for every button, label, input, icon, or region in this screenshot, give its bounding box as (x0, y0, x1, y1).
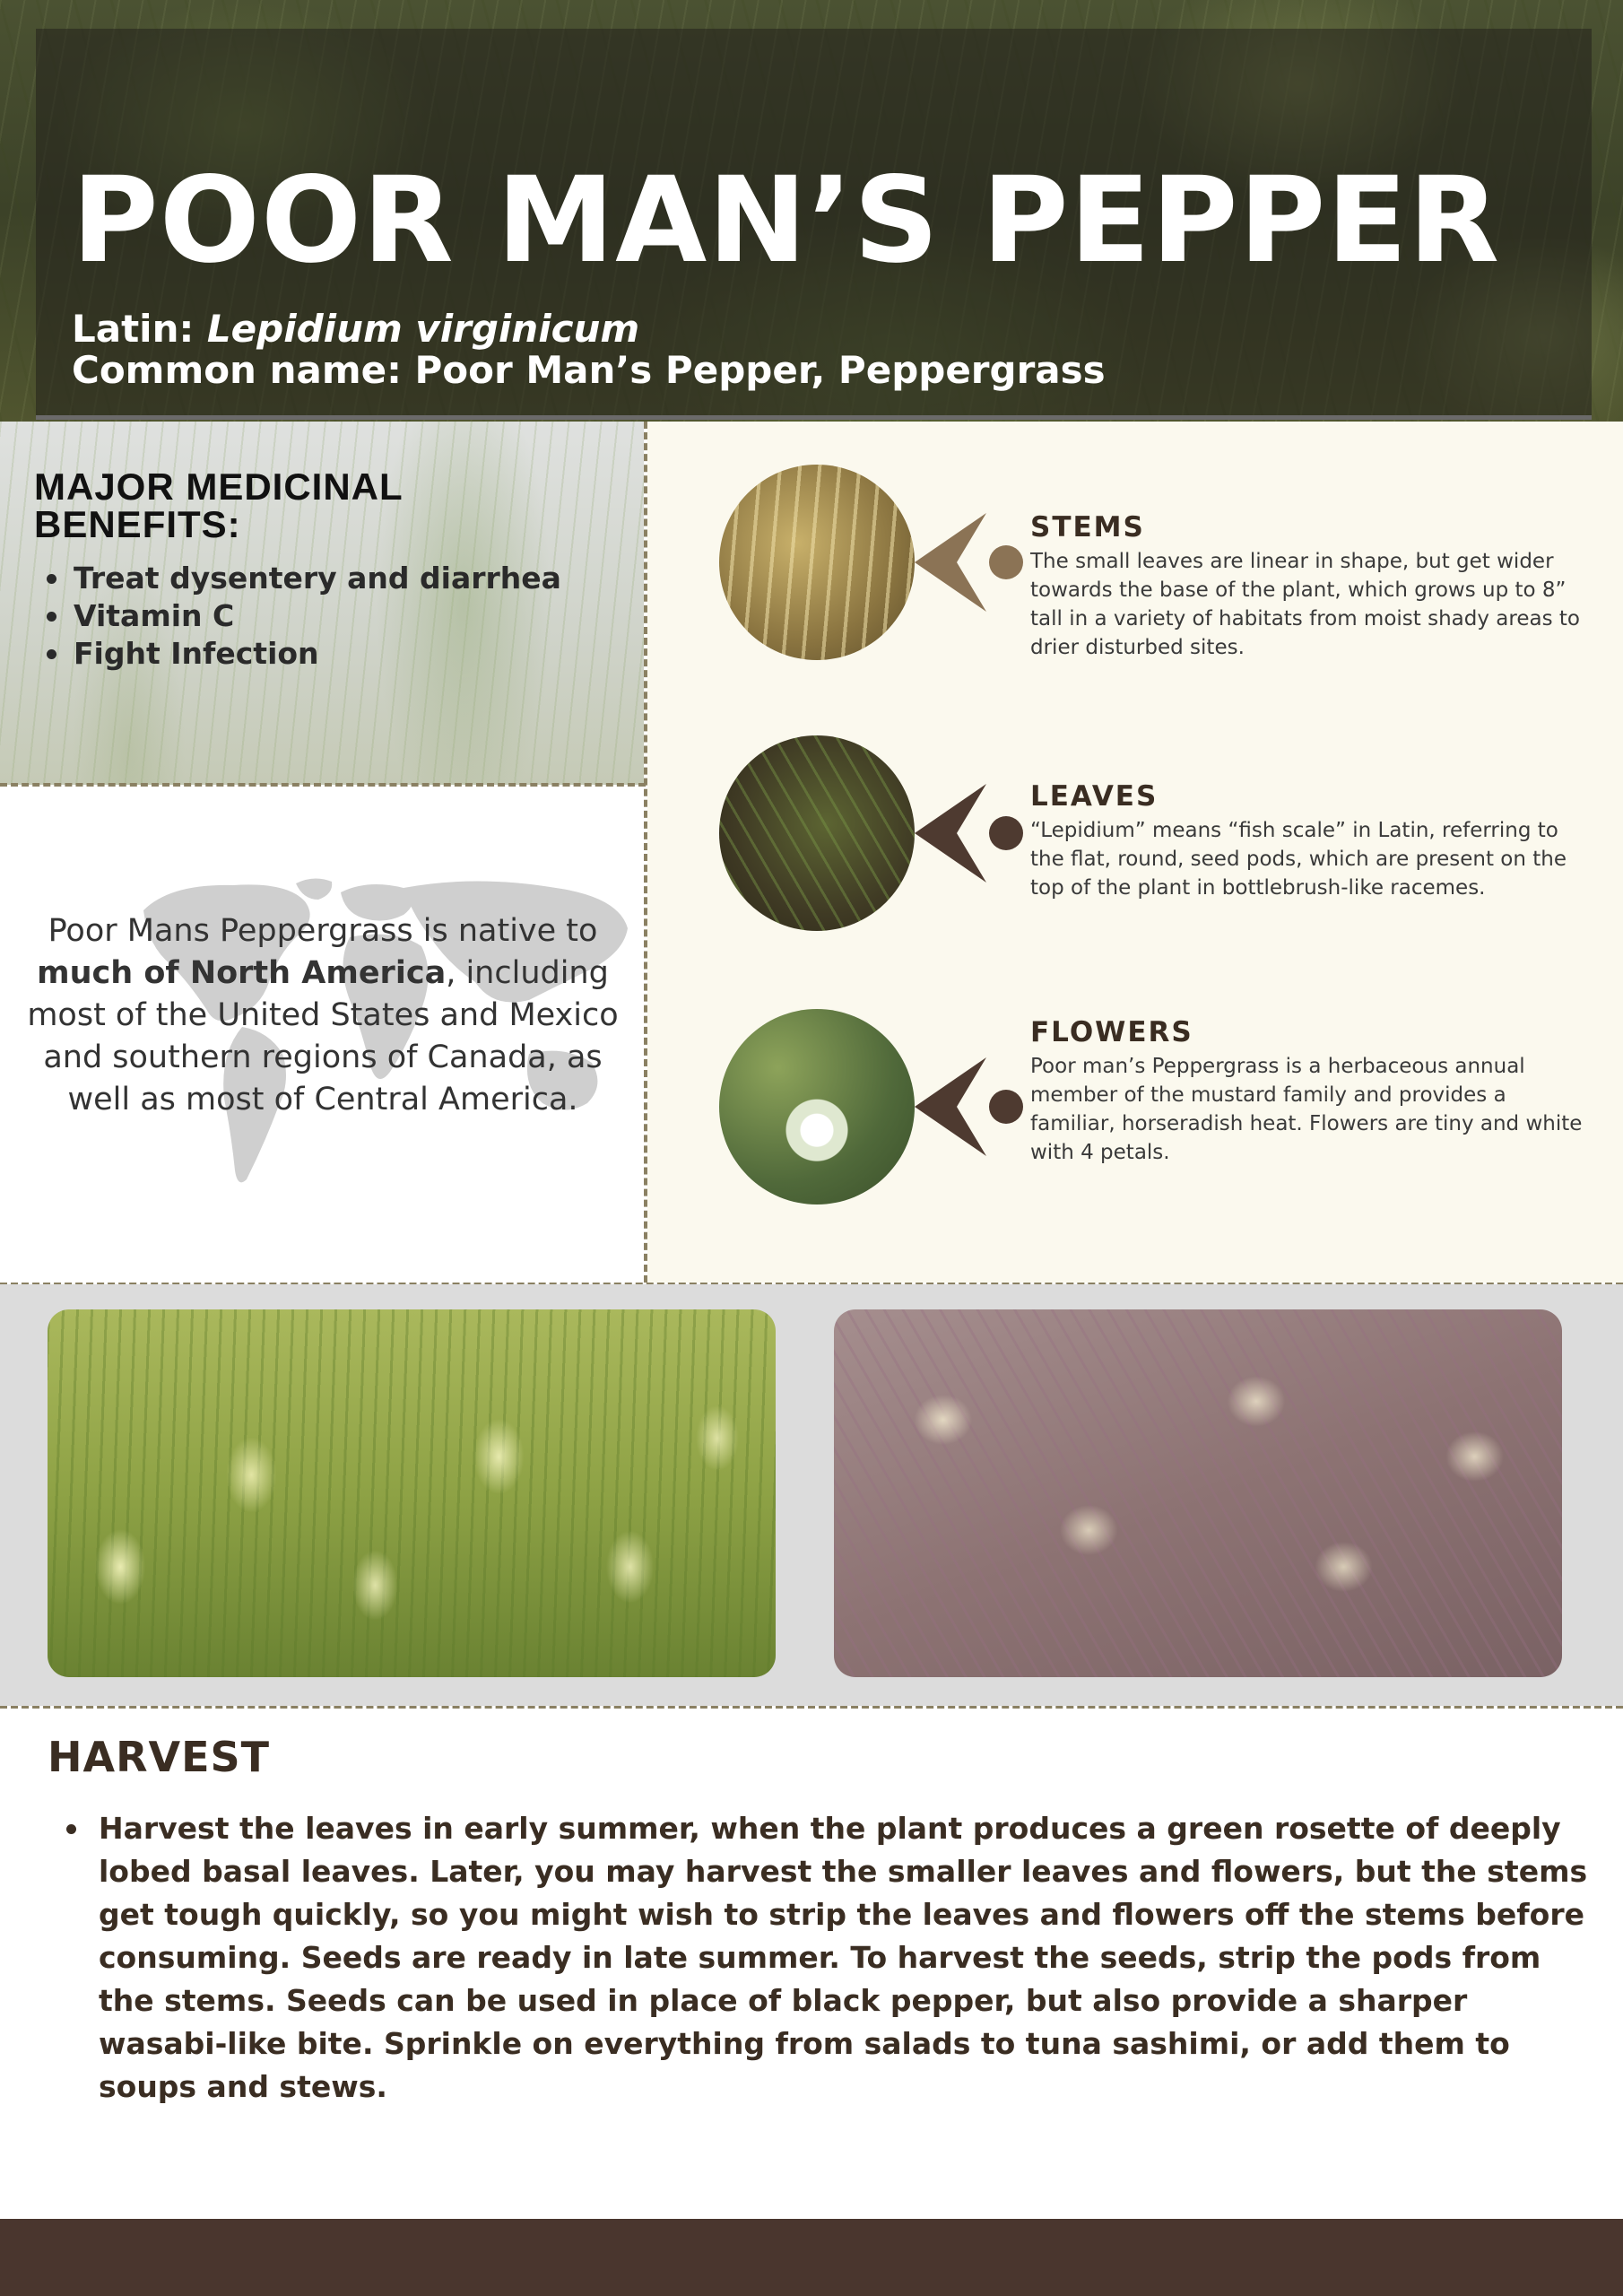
header-banner (0, 0, 1623, 422)
benefits-list (36, 560, 561, 673)
native-text-pre: Poor Mans Peppergrass is native to (48, 913, 598, 949)
latin-name: Lepidium virginicum (206, 307, 640, 351)
horizontal-divider (0, 783, 646, 787)
part-body: The small leaves are linear in shape, but get wider towards the base of the plant, which grows up to 8” tall in a variety of habitats from moist shady areas to drier disturbed sites. (1030, 550, 1580, 659)
footer-bar (0, 2219, 1623, 2296)
latin-name-line (72, 307, 639, 351)
flowers-photo (719, 1009, 915, 1205)
photo-strip (0, 1284, 1623, 1706)
flowering-plant-photo (48, 1309, 776, 1677)
part-heading: STEMS (1030, 511, 1145, 544)
benefits-title: MAJOR MEDICINAL BENEFITS: (34, 465, 403, 545)
harvest-item: Harvest the leaves in early summer, when the plant produces a green rosette of deeply lobed basal leaves. Later, you may harvest the smaller leaves and flowers, but the stems get tough quickly, so you might wish to strip the leaves and flowers off the stems before consuming. Seeds are ready in late summer. To harvest the seeds, strip the pods from the stems. Seeds can be used in place of black pepper, but also provide a sharper wasabi-like bite. Sprinkle on everything from salads to tuna sashimi, or add them to soups and stews. (65, 1807, 1589, 2109)
vertical-divider (644, 422, 647, 1283)
native-range-section (0, 785, 644, 1283)
latin-label: Latin: (72, 307, 207, 351)
arrow-pointer-icon (907, 784, 1028, 883)
leaves-photo (719, 735, 915, 931)
native-text-post: , including most of the United States and Mexico and southern regions of Canada, as well as most of Central America. (27, 955, 619, 1118)
harvest-title: HARVEST (48, 1733, 271, 1781)
seed-pods-photo (834, 1309, 1562, 1677)
part-body: Poor man’s Peppergrass is a herbaceous annual member of the mustard family and provides a familiar, horseradish heat. Flowers are tiny and white with 4 petals. (1030, 1055, 1583, 1164)
common-name-line: Common name: Poor Man’s Pepper, Peppergrass (72, 348, 1106, 392)
benefit-item: Vitamin C (36, 597, 561, 635)
part-heading: FLOWERS (1030, 1016, 1193, 1048)
stems-photo (719, 465, 915, 660)
harvest-list (65, 1807, 1589, 2109)
benefit-item: Fight Infection (36, 635, 561, 673)
benefits-section (0, 422, 644, 785)
plant-parts-panel (647, 422, 1623, 1283)
native-range-text (13, 910, 632, 1121)
arrow-pointer-icon (907, 513, 1028, 612)
part-heading: LEAVES (1030, 780, 1159, 813)
arrow-pointer-icon (907, 1057, 1028, 1156)
part-body: “Lepidium” means “fish scale” in Latin, referring to the flat, round, seed pods, which are present on the top of the plant in bottlebrush-like racemes. (1030, 819, 1567, 900)
native-text-bold: much of North America (37, 955, 447, 991)
benefit-item: Treat dysentery and diarrhea (36, 560, 561, 597)
page-title: POOR MAN’S PEPPER (72, 152, 1501, 290)
